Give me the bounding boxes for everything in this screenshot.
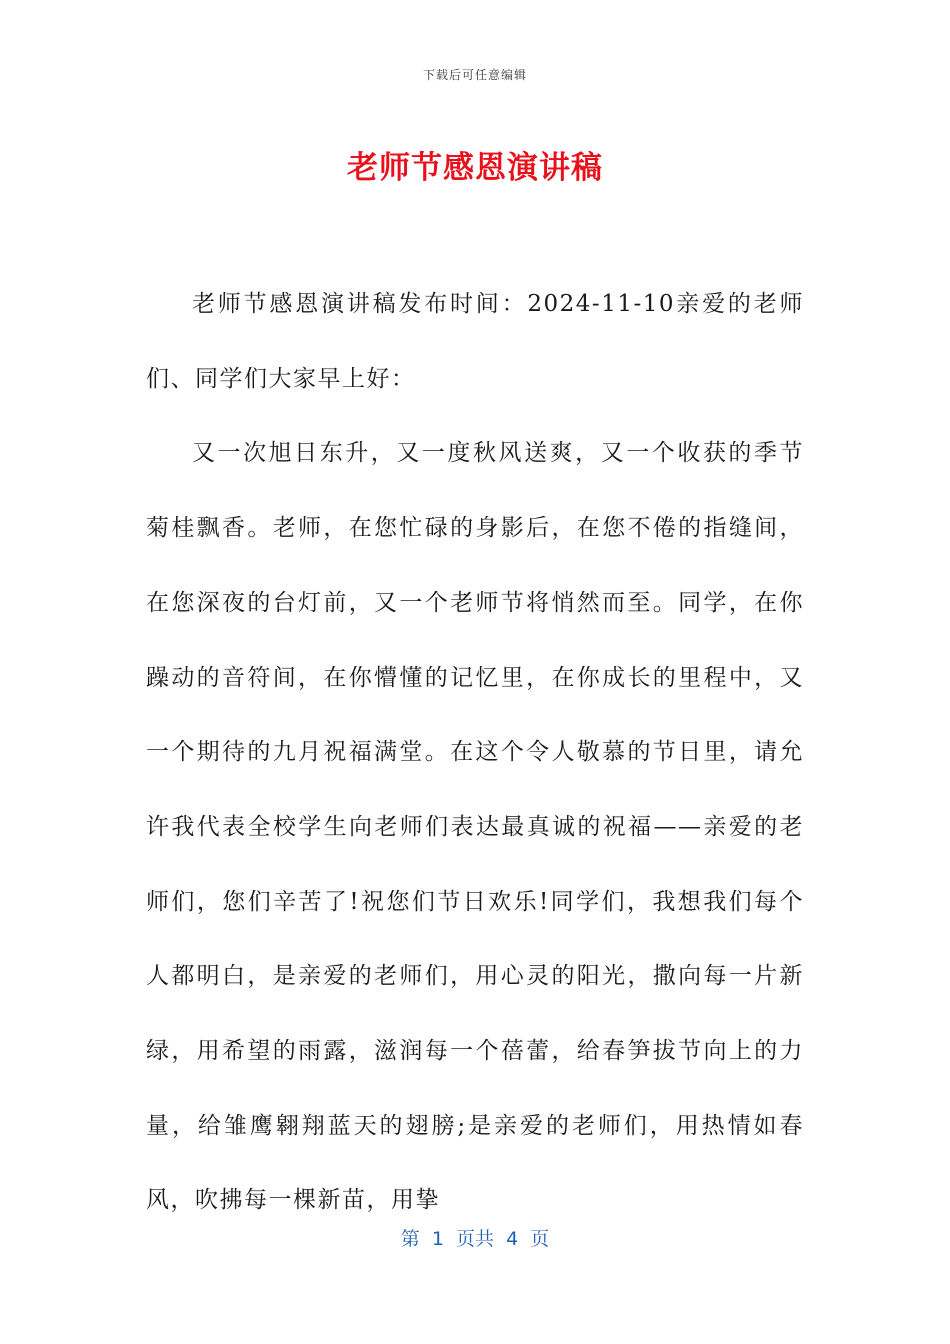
paragraph: 老师节感恩演讲稿发布时间：2024-11-10亲爱的老师们、同学们大家早上好： (146, 291, 804, 392)
document-title: 老师节感恩演讲稿 (347, 150, 603, 186)
document-body (146, 267, 804, 1238)
header-note: 下载后可任意编辑 (422, 68, 527, 82)
paragraph: 又一次旭日东升，又一度秋风送爽，又一个收获的季节菊桂飘香。老师，在您忙碌的身影后，在您不倦的指缝间，在您深夜的台灯前，又一个老师节将悄然而至。同学，在你躁动的音符间，在你懵懂的记忆里，在你成长的里程中，又一个期待的九月祝福满堂。在这个令人敬慕的节日里，请允许我代表全校学生向老师们表达最真诚的祝福——亲爱的老师们，您们辛苦了!祝您们节日欢乐!同学们，我想我们每个人都明白，是亲爱的老师们，用心灵的阳光，撒向每一片新绿，用希望的雨露，滋润每一个蓓蕾，给春笋拔节向上的力量，给雏鹰翱翔蓝天的翅膀;是亲爱的老师们，用热情如春风，吹拂每一棵新苗，用挚 (146, 440, 804, 1214)
page-number-footer: 第 1 页共 4 页 (400, 1228, 550, 1250)
